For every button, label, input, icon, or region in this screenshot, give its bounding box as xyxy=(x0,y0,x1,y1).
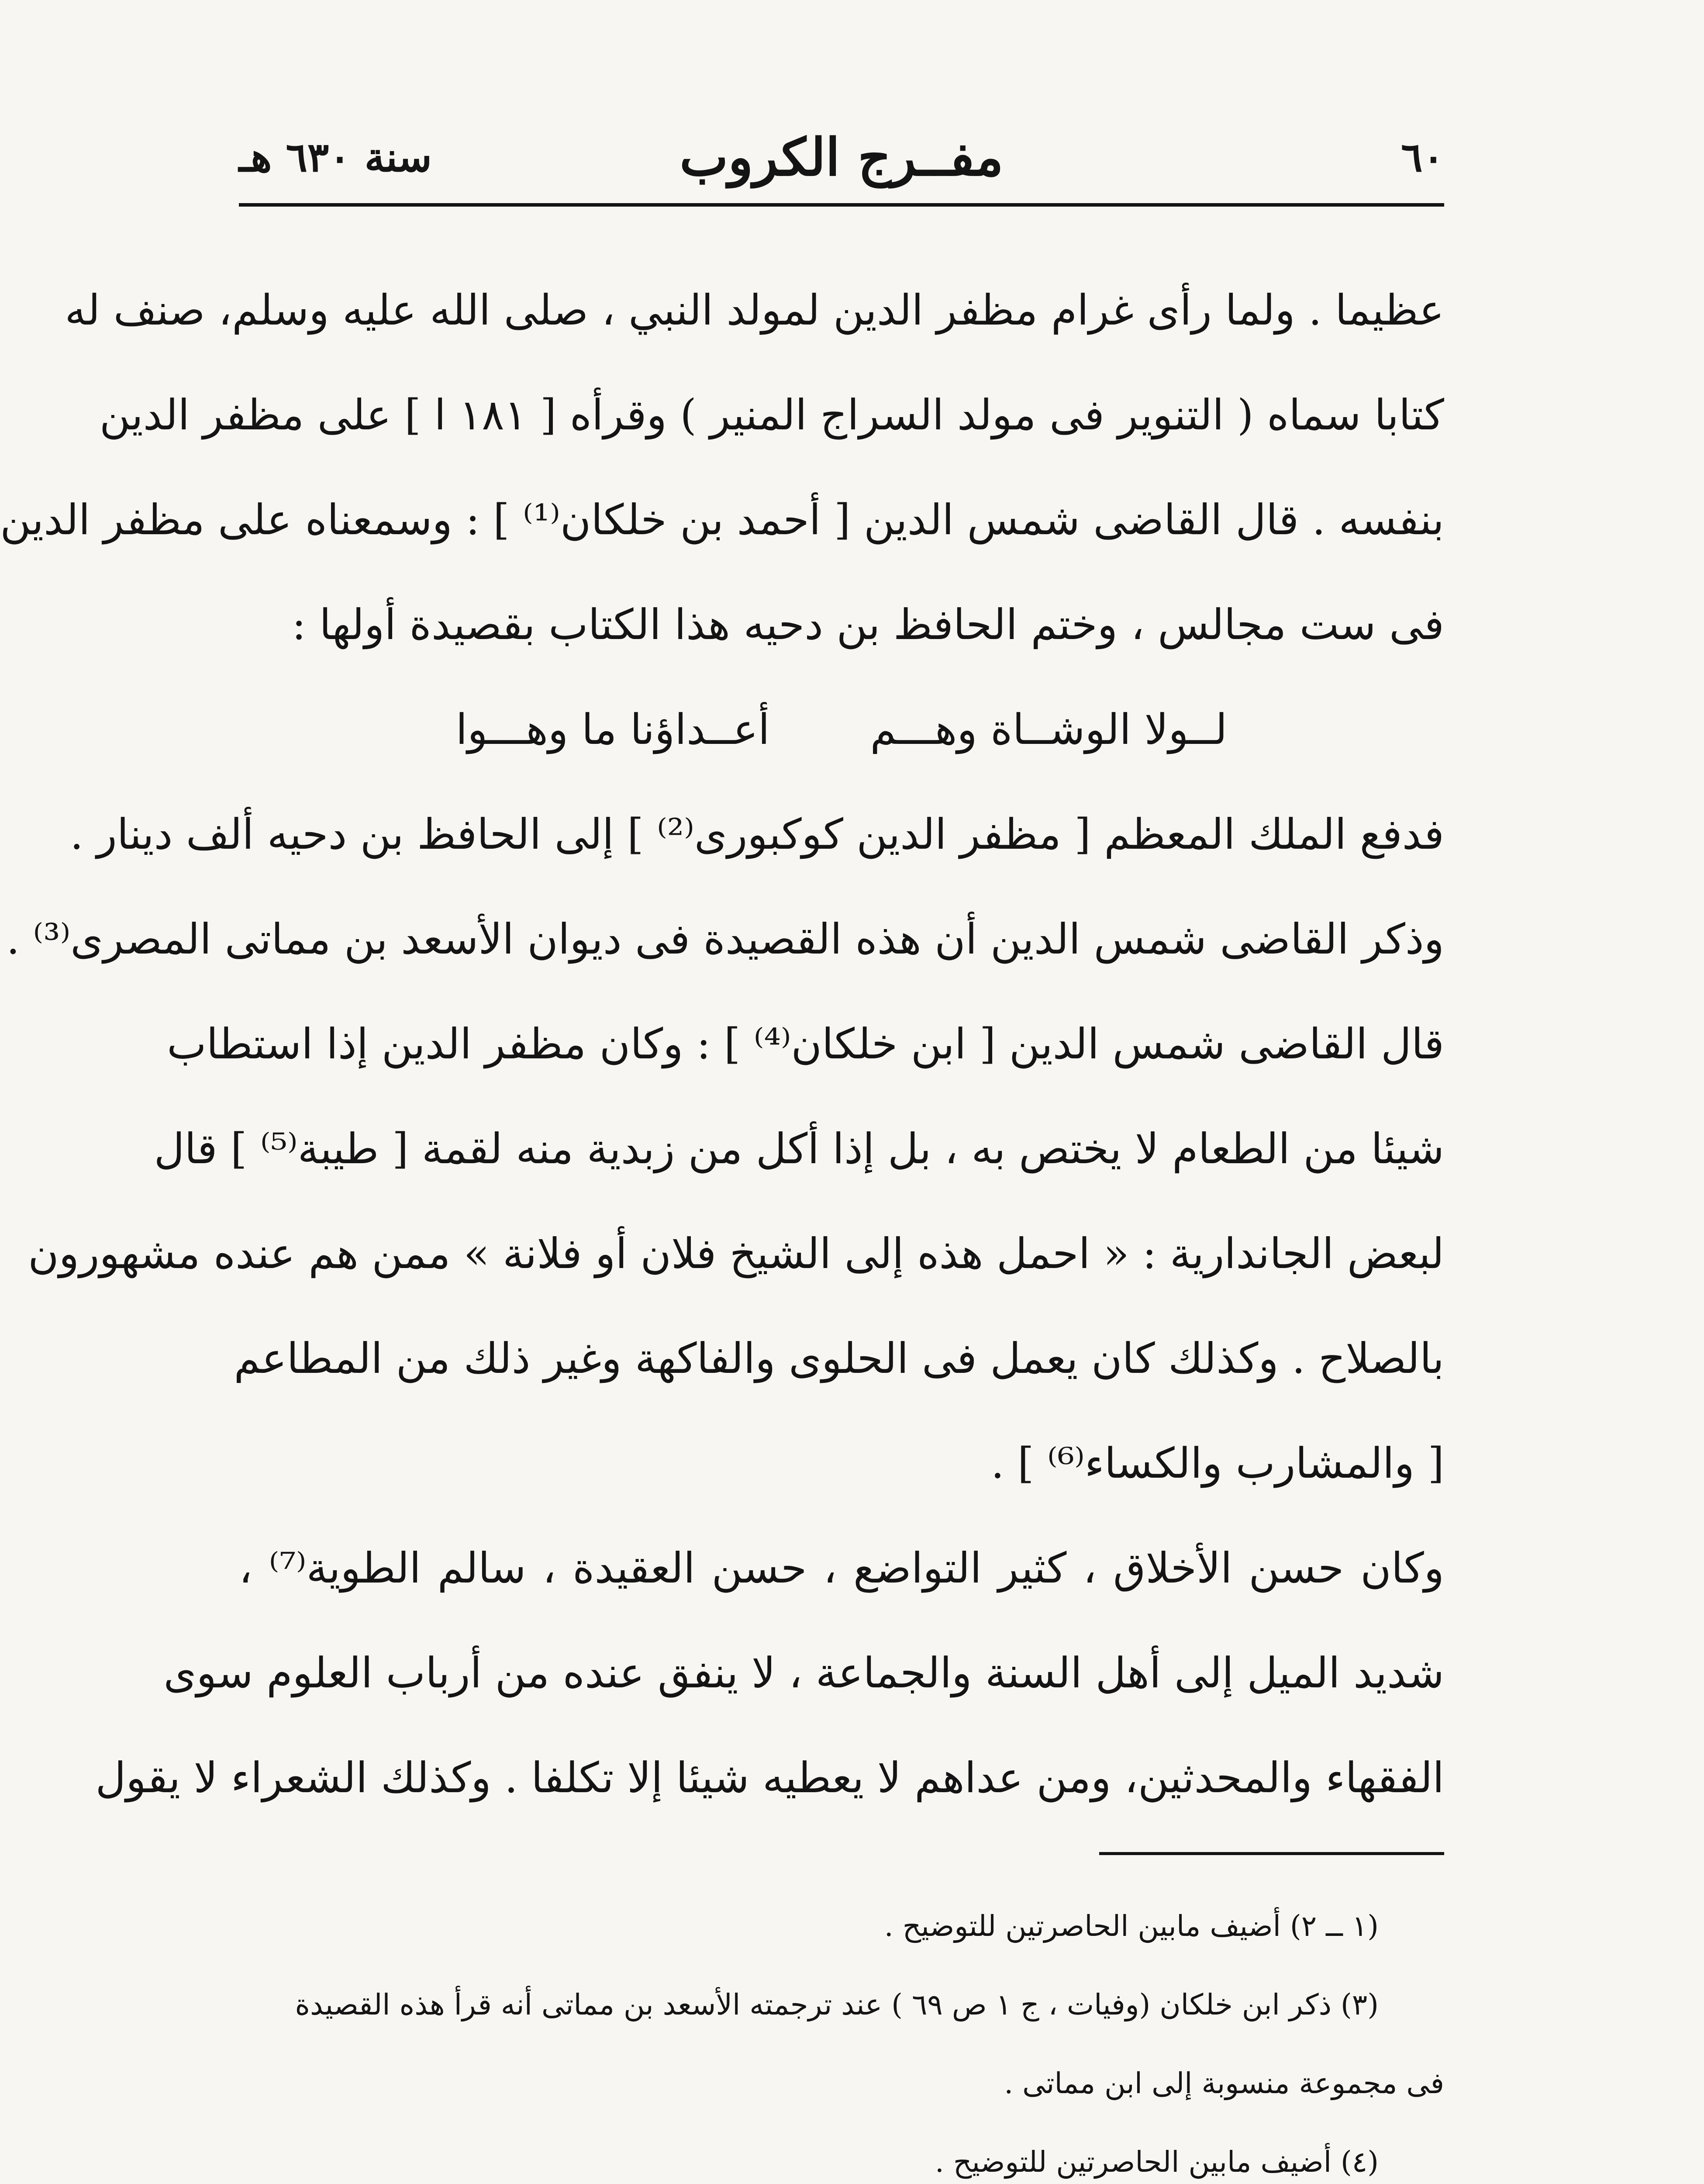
verse-left-hemistich: أعــداؤنا ما وهـــوا xyxy=(455,705,770,754)
text-line: فى ست مجالس ، وختم الحافظ بن دحيه هذا الكتاب بقصيدة أولها : xyxy=(292,600,1444,649)
text-line: وكان حسن الأخلاق ، كثير التواضع ، حسن العقيدة ، سالم الطوية⁽⁷⁾ ، xyxy=(239,1544,1445,1593)
text-line: [ والمشارب والكساء⁽⁶⁾ ] . xyxy=(991,1439,1444,1488)
main-text xyxy=(0,258,1445,1830)
text-line: فدفع الملك المعظم [ مظفر الدين كوكبورى⁽²⁾ ] إلى الحافظ بن دحيه ألف دينار . xyxy=(70,810,1444,859)
poem-verse xyxy=(239,677,1444,782)
footnote-continuation: فى مجموعة منسوبة إلى ابن مماتى . xyxy=(1004,2067,1444,2100)
footnote: (٤) أضيف مابين الحاصرتين للتوضيح . xyxy=(935,2145,1379,2179)
text-line: شديد الميل إلى أهل السنة والجماعة ، لا ينفق عنده من أرباب العلوم سوى xyxy=(163,1648,1444,1697)
page-header xyxy=(239,118,1444,197)
footnote: (٣) ذكر ابن خلكان (وفيات ، ج ١ ص ٦٩ ) عند ترجمته الأسعد بن مماتى أنه قرأ هذه القصيدة xyxy=(295,1988,1379,2022)
text-line: الفقهاء والمحدثين، ومن عداهم لا يعطيه شيئا إلا تكلفا . وكذلك الشعراء لا يقول xyxy=(95,1753,1444,1802)
header-rule xyxy=(239,203,1444,207)
footnote-rule xyxy=(1099,1852,1444,1855)
footnotes xyxy=(239,1887,1444,2184)
footnote: (١ ــ ٢) أضيف مابين الحاصرتين للتوضيح . xyxy=(884,1909,1379,1943)
year-label: سنة ٦٣٠ هـ xyxy=(239,134,432,181)
text-line: شيئا من الطعام لا يختص به ، بل إذا أكل من زبدية منه لقمة [ طيبة⁽⁵⁾ ] قال xyxy=(154,1124,1444,1173)
verse-right-hemistich: لــولا الوشــاة وهـــم xyxy=(870,705,1228,754)
text-line: قال القاضى شمس الدين [ ابن خلكان⁽⁴⁾ ] : وكان مظفر الدين إذا استطاب xyxy=(167,1019,1444,1068)
text-line: وذكر القاضى شمس الدين أن هذه القصيدة فى ديوان الأسعد بن مماتى المصرى⁽³⁾ . xyxy=(6,915,1444,964)
running-title: مفــرج الكروب xyxy=(680,127,1004,187)
page-number: ٦٠ xyxy=(1401,134,1444,181)
text-line: بالصلاح . وكذلك كان يعمل فى الحلوى والفاكهة وغير ذلك من المطاعم xyxy=(234,1334,1444,1383)
text-line: كتابا سماه ( التنوير فى مولد السراج المنير ) وقرأه [ ١٨١ ا ] على مظفر الدين xyxy=(99,390,1444,439)
text-line: بنفسه . قال القاضى شمس الدين [ أحمد بن خلكان⁽¹⁾ ] : وسمعناه على مظفر الدين xyxy=(0,495,1444,544)
text-line: عظيما . ولما رأى غرام مظفر الدين لمولد النبي ، صلى الله عليه وسلم، صنف له xyxy=(65,286,1444,335)
text-line: لبعض الجاندارية : « احمل هذه إلى الشيخ فلان أو فلانة » ممن هم عنده مشهورون xyxy=(28,1229,1444,1278)
